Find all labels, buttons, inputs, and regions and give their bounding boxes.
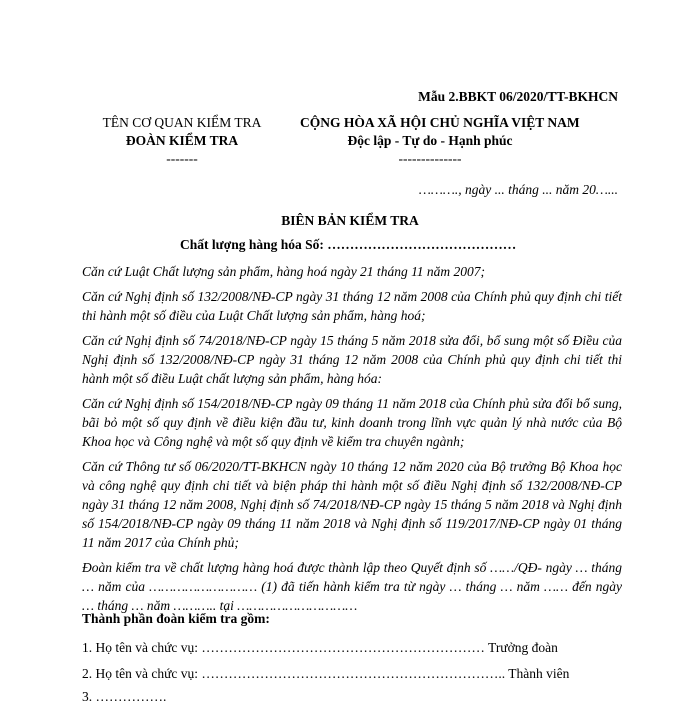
national-header: [300, 114, 580, 168]
team-name: ĐOÀN KIỂM TRA: [125, 133, 239, 148]
agency-divider: -------: [166, 151, 198, 166]
legal-basis: Căn cứ Luật Chất lượng sản phẩm, hàng hoá ngày 21 tháng 11 năm 2007;: [82, 264, 486, 279]
team-section-heading: Thành phần đoàn kiểm tra gồm:: [82, 611, 270, 626]
agency-block: [96, 114, 268, 168]
team-member-line: 1. Họ tên và chức vụ: ……………………………………………………… Trưởng đoàn: [82, 640, 558, 655]
nation-name: CỘNG HÒA XÃ HỘI CHỦ NGHĨA VIỆT NAM: [300, 115, 580, 130]
legal-basis: Căn cứ Thông tư số 06/2020/TT-BKHCN ngày 10 tháng 12 năm 2020 của Bộ trưởng Bộ Khoa học và công nghệ quy định chi tiết và biện pháp thi hành một số điều Nghị định số 132/2008/NĐ-CP ngày 31 tháng 12 năm 2008, Nghị định số 74/2018/NĐ-CP ngày 15 tháng 5 năm 2018 và Nghị định số 154/2018/NĐ-CP ngày 09 tháng 11 năm 2018 và Nghị định số 119/2017/NĐ-CP ngày 01 tháng 11 năm 2017 của Chính phủ;: [82, 459, 622, 550]
team-member-line: 3. …………….: [82, 689, 167, 704]
legal-basis: Căn cứ Nghị định số 154/2018/NĐ-CP ngày 09 tháng 11 năm 2018 của Chính phủ sửa đổi bổ sung, bãi bỏ một số quy định về điều kiện đầu tư, kinh doanh trong lĩnh vực quản lý nhà nước của Bộ Khoa học và Công nghệ và một số quy định về kiểm tra chuyên ngành;: [82, 396, 622, 449]
motto: Độc lập - Tự do - Hạnh phúc: [347, 133, 513, 148]
document-subtitle: Chất lượng hàng hóa Số: ……………………………………: [180, 237, 517, 252]
legal-basis: Căn cứ Nghị định số 132/2008/NĐ-CP ngày 31 tháng 12 năm 2008 của Chính phủ quy định chi tiết thi hành một số điều của Luật Chất lượng sản phẩm, hàng hoá;: [82, 289, 622, 323]
motto-divider: --------------: [398, 151, 462, 166]
document-title: BIÊN BẢN KIỂM TRA: [281, 213, 419, 228]
team-member-line: 2. Họ tên và chức vụ: ………………………………………………………….. Thành viên: [82, 666, 570, 681]
legal-bases: [82, 262, 622, 621]
agency-name: TÊN CƠ QUAN KIỂM TRA: [102, 115, 262, 130]
dateline: ………., ngày ... tháng ... năm 20…...: [418, 182, 618, 197]
form-code: Mẫu 2.BBKT 06/2020/TT-BKHCN: [418, 89, 618, 104]
legal-basis: Căn cứ Nghị định số 74/2018/NĐ-CP ngày 15 tháng 5 năm 2018 sửa đổi, bổ sung một số Điều của Nghị định số 132/2008/NĐ-CP ngày 31 tháng 12 năm 2008 của Chính phủ quy định chi tiết thi hành một số điều Luật chất lượng sản phẩm, hàng hóa:: [82, 333, 622, 386]
inspection-team-statement: Đoàn kiểm tra về chất lượng hàng hoá được thành lập theo Quyết định số ……/QĐ- ngày … tháng … năm của ……………………… (1) đã tiến hành kiểm tra từ ngày … tháng … năm …… đến ngày … tháng … năm ……….. tại …………………………: [82, 560, 622, 613]
